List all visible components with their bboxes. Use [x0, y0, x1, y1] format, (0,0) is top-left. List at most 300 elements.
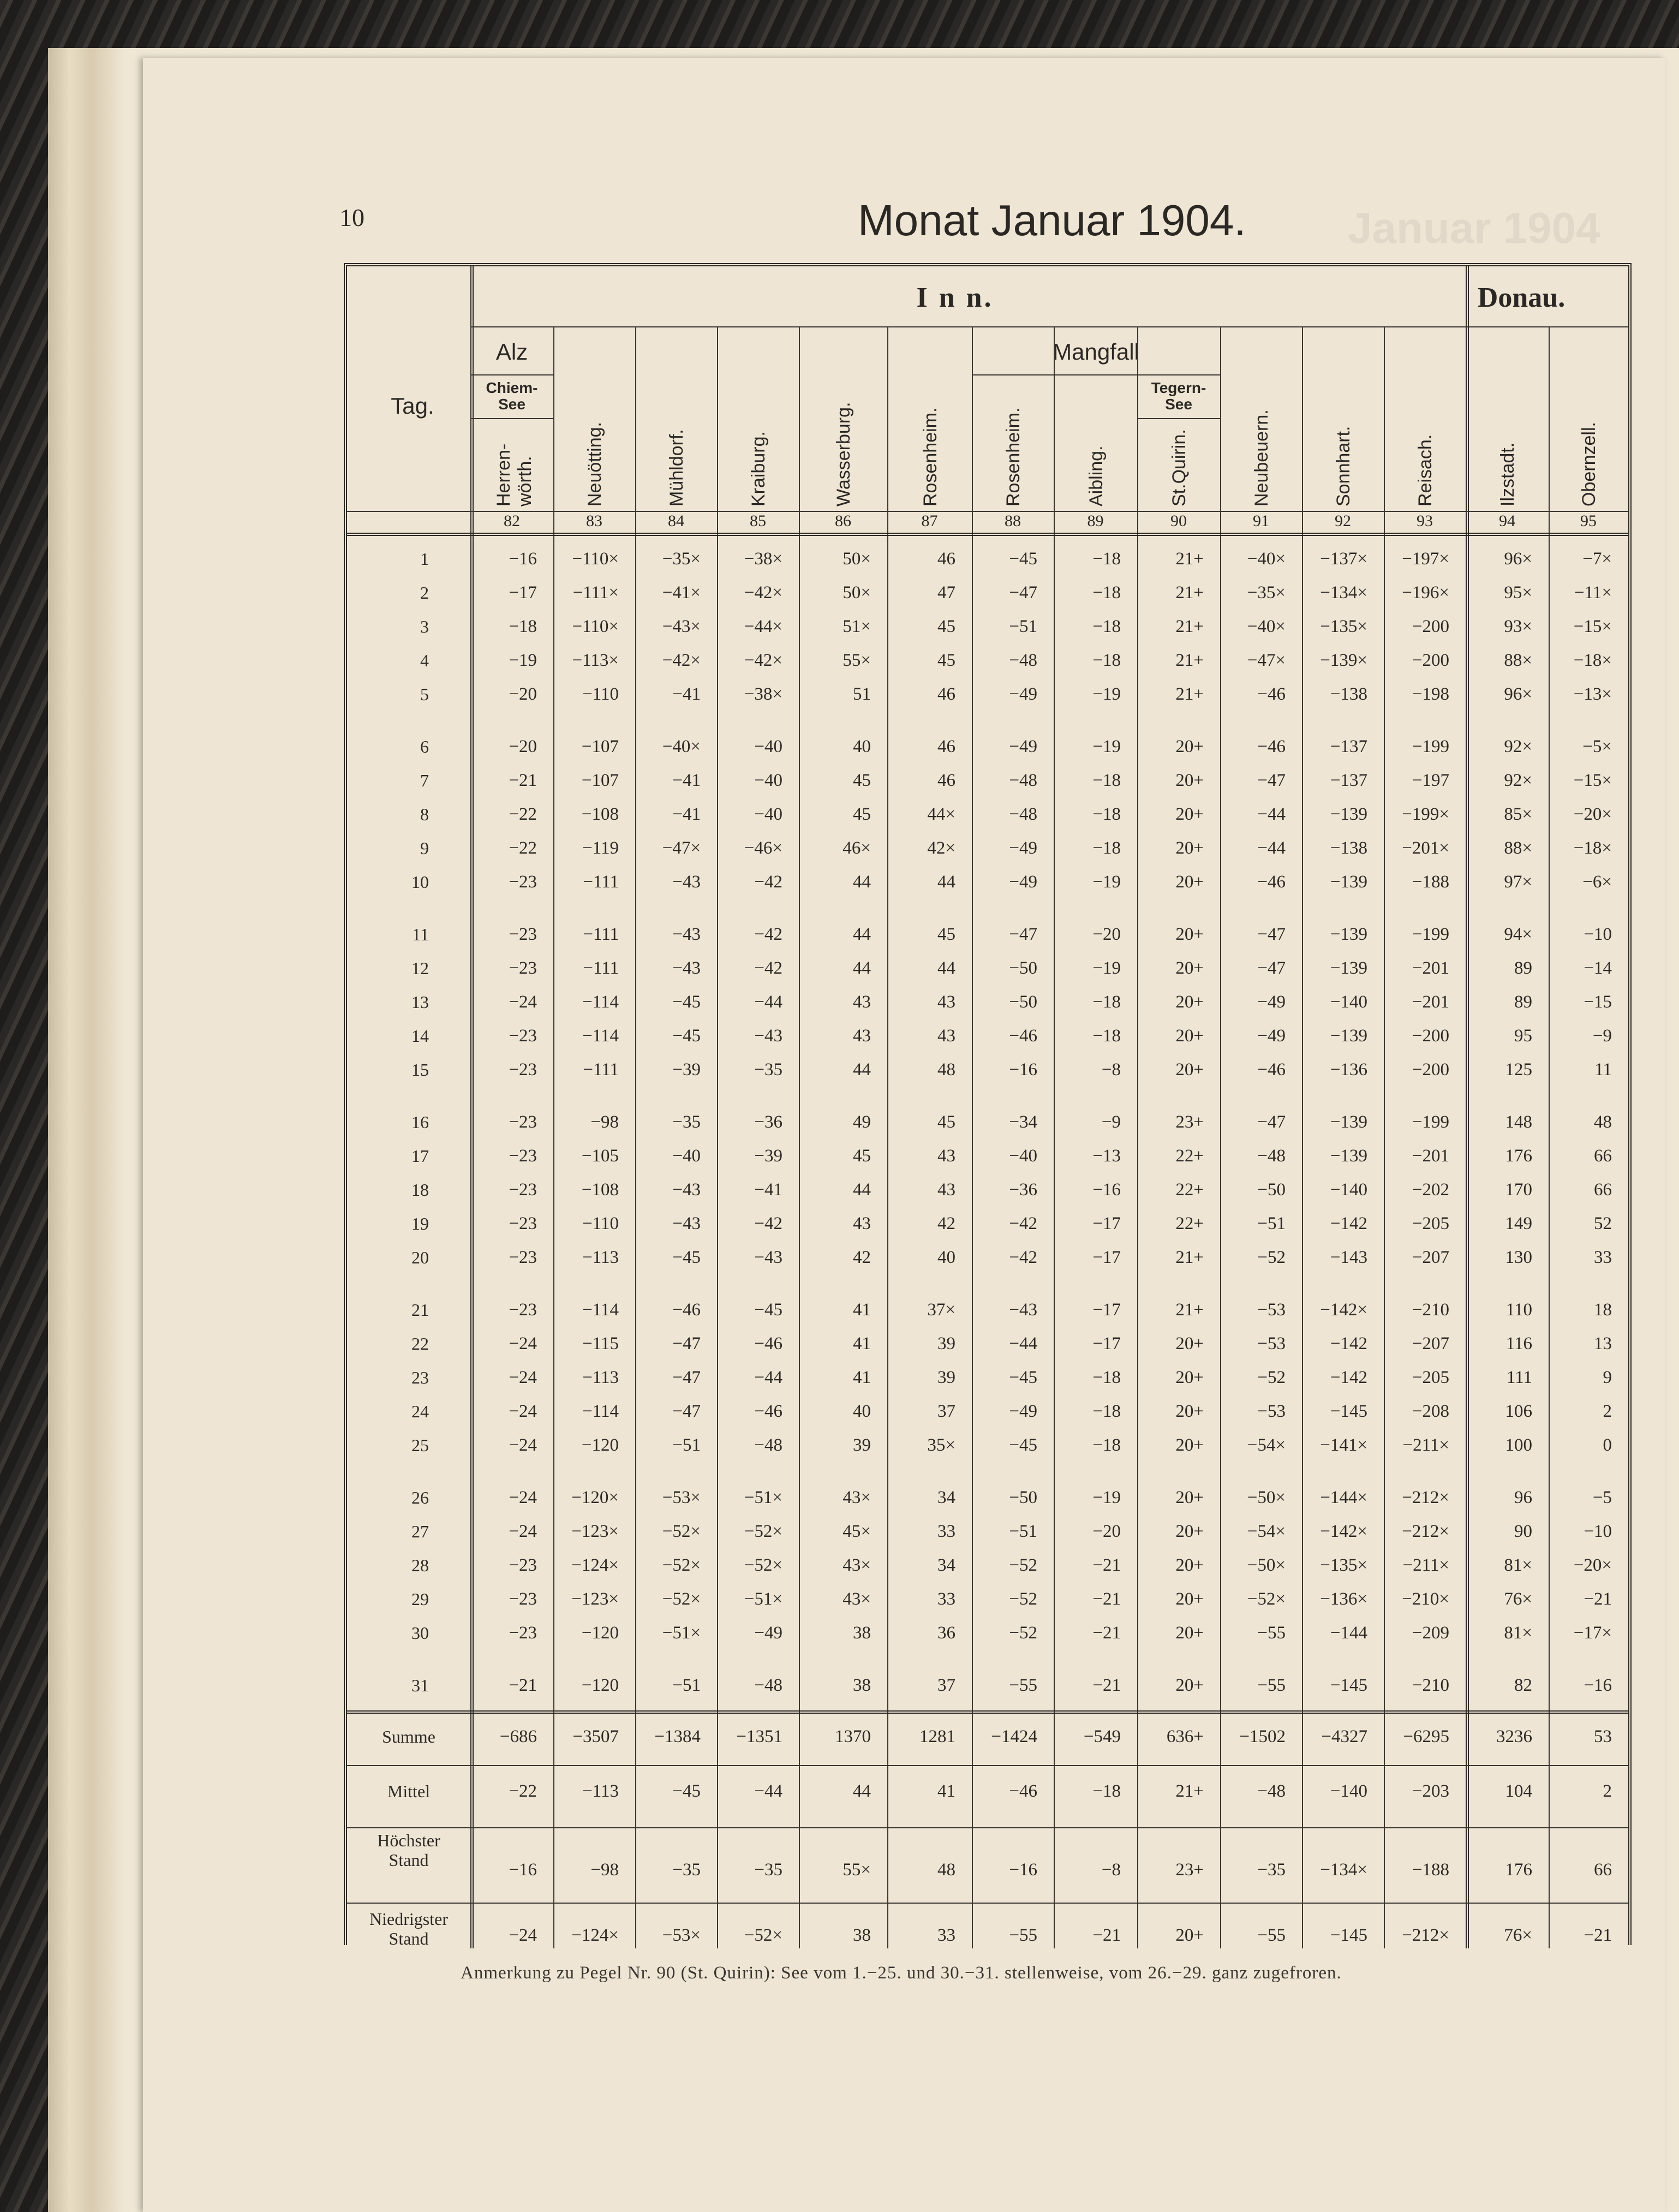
- station-name: Neuötting.: [584, 422, 605, 506]
- table-cell: −48: [1257, 1146, 1286, 1166]
- day-number: 22: [411, 1334, 429, 1354]
- table-cell: −10: [1584, 925, 1612, 944]
- day-number: 4: [420, 651, 429, 670]
- table-cell: 45: [937, 1112, 955, 1132]
- table-cell: −47: [1257, 1112, 1286, 1132]
- page-title: Monat Januar 1904.: [858, 196, 1246, 245]
- table-cell: −21: [1584, 1589, 1612, 1609]
- table-cell: −108: [581, 804, 619, 824]
- summary-cell: −98: [590, 1860, 619, 1880]
- day-number: 18: [411, 1180, 429, 1200]
- summary-label: Niedrigster Stand: [369, 1909, 448, 1948]
- table-cell: −21: [1092, 1623, 1121, 1643]
- footnote: Anmerkung zu Pegel Nr. 90 (St. Quirin): See vom 1.−25. und 30.−31. stellenweise, vom 26.−29. ganz zugefroren.: [461, 1963, 1342, 1983]
- table-cell: 43×: [843, 1488, 871, 1507]
- table-cell: −7×: [1582, 549, 1612, 569]
- table-cell: −43: [754, 1026, 782, 1046]
- table-cell: −42×: [744, 583, 782, 603]
- table-cell: −137: [1330, 737, 1367, 756]
- table-cell: −144: [1330, 1623, 1367, 1643]
- day-number: 19: [411, 1214, 429, 1233]
- table-cell: −21: [509, 771, 537, 790]
- table-cell: −207: [1412, 1334, 1449, 1354]
- table-cell: −139: [1330, 958, 1367, 978]
- summary-cell: 33: [937, 1925, 955, 1945]
- table-cell: 20+: [1175, 925, 1204, 944]
- table-cell: −23: [509, 1180, 537, 1200]
- table-cell: −47: [1009, 583, 1037, 603]
- table-cell: −42×: [744, 651, 782, 670]
- table-cell: −23: [509, 1300, 537, 1320]
- table-cell: −18: [1092, 617, 1121, 636]
- header-tag: Tag.: [391, 393, 434, 419]
- table-cell: 92×: [1504, 771, 1532, 790]
- table-cell: −42×: [662, 651, 701, 670]
- table-cell: 50×: [843, 549, 871, 569]
- table-cell: −15×: [1573, 771, 1612, 790]
- table-cell: 66: [1594, 1180, 1612, 1200]
- summary-cell: −1384: [654, 1727, 701, 1746]
- rule-line: [347, 1827, 1628, 1828]
- table-cell: −18: [509, 617, 537, 636]
- summary-label: Mittel: [387, 1781, 431, 1801]
- table-cell: 125: [1505, 1060, 1532, 1080]
- table-cell: 43: [937, 1180, 955, 1200]
- table-cell: −24: [509, 1435, 537, 1455]
- day-number: 2: [420, 583, 429, 603]
- table-cell: 21+: [1175, 617, 1204, 636]
- table-cell: −111×: [572, 583, 619, 603]
- table-cell: 48: [1594, 1112, 1612, 1132]
- table-cell: −42: [754, 925, 782, 944]
- table-cell: −23: [509, 958, 537, 978]
- table-cell: −15×: [1573, 617, 1612, 636]
- table-cell: 45: [937, 651, 955, 670]
- table-cell: −47: [672, 1368, 701, 1387]
- table-cell: 20+: [1175, 872, 1204, 892]
- table-cell: −43: [672, 1214, 701, 1233]
- table-cell: −35: [754, 1060, 782, 1080]
- table-cell: −48: [1009, 651, 1037, 670]
- rule-line: [799, 326, 800, 1948]
- table-cell: 106: [1505, 1402, 1532, 1421]
- gauge-number: 82: [504, 512, 520, 530]
- table-cell: 41: [853, 1334, 871, 1354]
- table-cell: −20: [509, 737, 537, 756]
- summary-cell: −8: [1101, 1860, 1121, 1880]
- table-cell: −208: [1412, 1402, 1449, 1421]
- table-cell: −199: [1412, 925, 1449, 944]
- table-cell: 47: [937, 583, 955, 603]
- station-name: Ilzstadt.: [1497, 442, 1518, 506]
- summary-cell: 104: [1505, 1781, 1532, 1801]
- header-chiemsee: Chiem- See: [486, 379, 538, 413]
- table-cell: 93×: [1504, 617, 1532, 636]
- day-number: 3: [420, 617, 429, 636]
- table-cell: −48: [754, 1676, 782, 1695]
- table-cell: −210: [1412, 1300, 1449, 1320]
- table-cell: −51: [1009, 1522, 1037, 1541]
- table-cell: −199: [1412, 737, 1449, 756]
- table-cell: −140: [1330, 992, 1367, 1012]
- table-cell: 170: [1505, 1180, 1532, 1200]
- rule-line: [470, 266, 474, 1948]
- gauge-number: 85: [750, 512, 766, 530]
- table-cell: −211×: [1402, 1555, 1449, 1575]
- table-cell: −17: [509, 583, 537, 603]
- table-cell: −47×: [1247, 651, 1286, 670]
- table-cell: 20+: [1175, 1555, 1204, 1575]
- table-cell: −211×: [1402, 1435, 1449, 1455]
- summary-cell: −1351: [736, 1727, 782, 1746]
- table-cell: 43×: [843, 1555, 871, 1575]
- table-cell: −212×: [1402, 1522, 1449, 1541]
- table-cell: 52: [1594, 1214, 1612, 1233]
- table-cell: −139: [1330, 872, 1367, 892]
- table-cell: −17: [1092, 1214, 1121, 1233]
- table-cell: 97×: [1504, 872, 1532, 892]
- table-cell: −46: [1257, 872, 1286, 892]
- table-cell: 20+: [1175, 1334, 1204, 1354]
- summary-cell: −21: [1092, 1925, 1121, 1945]
- rule-line: [470, 326, 1628, 327]
- summary-cell: −549: [1083, 1727, 1121, 1746]
- table-cell: −115: [582, 1334, 619, 1354]
- table-cell: 42: [853, 1248, 871, 1267]
- rule-line: [1466, 266, 1469, 1948]
- summary-cell: −686: [499, 1727, 537, 1746]
- table-cell: 37×: [927, 1300, 955, 1320]
- table-cell: −19: [1092, 1488, 1121, 1507]
- table-cell: −51×: [744, 1589, 782, 1609]
- rule-line: [1549, 326, 1550, 1948]
- summary-cell: −16: [1009, 1860, 1037, 1880]
- table-cell: −210×: [1402, 1589, 1449, 1609]
- table-cell: −21: [509, 1676, 537, 1695]
- day-number: 20: [411, 1248, 429, 1267]
- rule-line: [635, 326, 636, 1948]
- table-cell: 45: [853, 804, 871, 824]
- table-cell: 40: [853, 737, 871, 756]
- table-cell: −45: [1009, 549, 1037, 569]
- table-cell: −19: [1092, 684, 1121, 704]
- table-cell: −113×: [572, 651, 619, 670]
- table-cell: −20: [1092, 1522, 1121, 1541]
- table-cell: −141×: [1320, 1435, 1367, 1455]
- day-number: 31: [411, 1676, 429, 1695]
- table-cell: 20+: [1175, 804, 1204, 824]
- day-number: 10: [411, 872, 429, 892]
- table-cell: −18: [1092, 651, 1121, 670]
- day-number: 24: [411, 1402, 429, 1421]
- table-cell: −46: [754, 1334, 782, 1354]
- table-cell: 20+: [1175, 1676, 1204, 1695]
- table-cell: 40: [853, 1402, 871, 1421]
- header-alz: Alz: [495, 339, 528, 365]
- table-cell: −38×: [744, 549, 782, 569]
- table-cell: −114: [582, 1402, 619, 1421]
- summary-cell: −52×: [744, 1925, 782, 1945]
- day-number: 6: [420, 737, 429, 756]
- table-cell: −17: [1092, 1248, 1121, 1267]
- table-cell: −18: [1092, 1026, 1121, 1046]
- table-cell: −9: [1101, 1112, 1121, 1132]
- table-cell: 39: [937, 1334, 955, 1354]
- table-cell: −16: [1584, 1676, 1612, 1695]
- summary-cell: −35: [672, 1860, 701, 1880]
- table-cell: 176: [1505, 1146, 1532, 1166]
- table-cell: −49: [1009, 838, 1037, 858]
- table-cell: −52×: [744, 1522, 782, 1541]
- table-cell: −14: [1584, 958, 1612, 978]
- summary-cell: −35: [754, 1860, 782, 1880]
- table-cell: −138: [1330, 838, 1367, 858]
- summary-cell: −140: [1330, 1781, 1367, 1801]
- summary-cell: 48: [937, 1860, 955, 1880]
- table-cell: −42: [1009, 1248, 1037, 1267]
- day-number: 23: [411, 1368, 429, 1387]
- table-cell: 43: [853, 1026, 871, 1046]
- table-cell: −55: [1257, 1676, 1286, 1695]
- table-cell: −50: [1009, 992, 1037, 1012]
- table-cell: −48: [754, 1435, 782, 1455]
- table-cell: −46×: [744, 838, 782, 858]
- table-cell: 37: [937, 1402, 955, 1421]
- table-cell: −135×: [1320, 617, 1367, 636]
- table-cell: 46: [937, 771, 955, 790]
- table-cell: −50×: [1247, 1555, 1286, 1575]
- summary-cell: 23+: [1175, 1860, 1204, 1880]
- rule-line: [470, 418, 553, 419]
- table-cell: −51: [672, 1435, 701, 1455]
- table-cell: −20: [509, 684, 537, 704]
- table-cell: −139×: [1320, 651, 1367, 670]
- table-cell: −108: [581, 1180, 619, 1200]
- table-cell: −52×: [1247, 1589, 1286, 1609]
- table-cell: −41: [672, 771, 701, 790]
- table-cell: −5: [1592, 1488, 1612, 1507]
- station-name: Rosenheim.: [919, 407, 941, 506]
- table-cell: −124×: [571, 1555, 619, 1575]
- table-cell: −107: [581, 737, 619, 756]
- summary-cell: −203: [1412, 1781, 1449, 1801]
- table-cell: −19: [1092, 958, 1121, 978]
- table-cell: 20+: [1175, 1368, 1204, 1387]
- gauge-number: 89: [1087, 512, 1104, 530]
- table-cell: −18: [1092, 804, 1121, 824]
- table-cell: −39: [672, 1060, 701, 1080]
- table-cell: 44×: [927, 804, 955, 824]
- table-cell: 37: [937, 1676, 955, 1695]
- table-cell: 85×: [1504, 804, 1532, 824]
- day-number: 21: [411, 1300, 429, 1320]
- table-cell: −52×: [662, 1589, 701, 1609]
- day-number: 7: [420, 771, 429, 790]
- table-cell: 13: [1594, 1334, 1612, 1354]
- summary-cell: −113: [582, 1781, 619, 1801]
- table-cell: −23: [509, 1589, 537, 1609]
- table-cell: −40: [754, 804, 782, 824]
- summary-label: Summe: [382, 1727, 435, 1746]
- table-cell: 44: [853, 925, 871, 944]
- table-cell: 22+: [1175, 1214, 1204, 1233]
- table-cell: −51: [1257, 1214, 1286, 1233]
- table-cell: 50×: [843, 583, 871, 603]
- table-cell: −134×: [1320, 583, 1367, 603]
- table-cell: −45: [672, 1026, 701, 1046]
- table-cell: 20+: [1175, 1060, 1204, 1080]
- table-cell: −41: [672, 804, 701, 824]
- table-cell: −38×: [744, 684, 782, 704]
- table-cell: 96×: [1504, 549, 1532, 569]
- table-cell: 45×: [843, 1522, 871, 1541]
- table-cell: −23: [509, 925, 537, 944]
- table-cell: 89: [1514, 992, 1532, 1012]
- table-cell: −48: [1009, 804, 1037, 824]
- table-cell: 34: [937, 1555, 955, 1575]
- table-cell: −48: [1009, 771, 1037, 790]
- day-number: 30: [411, 1623, 429, 1643]
- table-cell: −111: [583, 1060, 619, 1080]
- rule-line: [717, 326, 718, 1948]
- station-name: St.Quirin.: [1169, 429, 1190, 506]
- table-cell: −49: [754, 1623, 782, 1643]
- table-cell: −18: [1092, 1435, 1121, 1455]
- table-cell: 49: [853, 1112, 871, 1132]
- table-cell: 45: [937, 617, 955, 636]
- table-cell: 44: [937, 958, 955, 978]
- table-cell: −50×: [1247, 1488, 1286, 1507]
- summary-cell: 66: [1594, 1860, 1612, 1880]
- table-cell: −205: [1412, 1368, 1449, 1387]
- table-cell: −52: [1257, 1368, 1286, 1387]
- table-cell: −13×: [1573, 684, 1612, 704]
- summary-cell: 55×: [843, 1860, 871, 1880]
- table-cell: −10: [1584, 1522, 1612, 1541]
- table-cell: −22: [509, 804, 537, 824]
- table-cell: −45: [672, 992, 701, 1012]
- table-cell: −142: [1330, 1214, 1367, 1233]
- table-cell: −50: [1009, 1488, 1037, 1507]
- table-cell: −15: [1584, 992, 1612, 1012]
- summary-cell: −6295: [1403, 1727, 1449, 1746]
- table-cell: −197: [1412, 771, 1449, 790]
- table-cell: −53: [1257, 1300, 1286, 1320]
- summary-cell: −44: [754, 1781, 782, 1801]
- table-cell: 22+: [1175, 1146, 1204, 1166]
- rule-line: [470, 374, 553, 375]
- table-cell: 20+: [1175, 771, 1204, 790]
- table-cell: −201: [1412, 1146, 1449, 1166]
- table-cell: 20+: [1175, 1435, 1204, 1455]
- day-number: 27: [411, 1522, 429, 1541]
- table-cell: −53: [1257, 1402, 1286, 1421]
- summary-cell: 53: [1594, 1727, 1612, 1746]
- table-cell: −114: [582, 1026, 619, 1046]
- table-cell: 43: [937, 992, 955, 1012]
- table-cell: 20+: [1175, 1522, 1204, 1541]
- table-cell: 43×: [843, 1589, 871, 1609]
- table-cell: −16: [1009, 1060, 1037, 1080]
- table-cell: −6×: [1582, 872, 1612, 892]
- table-cell: −16: [1092, 1180, 1121, 1200]
- table-cell: 55×: [843, 651, 871, 670]
- table-cell: −113: [582, 1248, 619, 1267]
- table-cell: 9: [1603, 1368, 1612, 1387]
- table-cell: −51: [1009, 617, 1037, 636]
- table-cell: 100: [1505, 1435, 1532, 1455]
- header-mangfall: Mangfall: [1053, 339, 1139, 365]
- summary-cell: −55: [1257, 1925, 1286, 1945]
- table-cell: −120: [581, 1623, 619, 1643]
- table-cell: −23: [509, 1026, 537, 1046]
- table-cell: −17: [1092, 1334, 1121, 1354]
- table-cell: −17: [1092, 1300, 1121, 1320]
- table-cell: 21+: [1175, 651, 1204, 670]
- table-cell: −111: [583, 958, 619, 978]
- header-inn: I n n.: [916, 282, 994, 313]
- table-cell: −136: [1330, 1060, 1367, 1080]
- summary-cell: 1370: [835, 1727, 871, 1746]
- table-cell: −52×: [744, 1555, 782, 1575]
- bleed-through-text: Januar 1904: [1348, 204, 1600, 252]
- table-cell: 33: [1594, 1248, 1612, 1267]
- table-cell: 38: [853, 1623, 871, 1643]
- table-cell: 90: [1514, 1522, 1532, 1541]
- table-cell: 21+: [1175, 1300, 1204, 1320]
- summary-cell: −35: [1257, 1860, 1286, 1880]
- table-cell: −20×: [1573, 804, 1612, 824]
- table-cell: −50: [1009, 958, 1037, 978]
- table-cell: 96: [1514, 1488, 1532, 1507]
- summary-cell: −53×: [662, 1925, 701, 1945]
- table-cell: −212×: [1402, 1488, 1449, 1507]
- table-cell: 82: [1514, 1676, 1532, 1695]
- rule-line: [347, 533, 1628, 536]
- table-cell: −36: [1009, 1180, 1037, 1200]
- table-cell: −35×: [1247, 583, 1286, 603]
- table-cell: −34: [1009, 1112, 1037, 1132]
- table-cell: −40: [672, 1146, 701, 1166]
- table-cell: 95×: [1504, 583, 1532, 603]
- summary-cell: −46: [1009, 1781, 1037, 1801]
- table-cell: −51×: [744, 1488, 782, 1507]
- table-cell: −19: [509, 651, 537, 670]
- table-cell: −18: [1092, 771, 1121, 790]
- table-cell: −44×: [744, 617, 782, 636]
- table-cell: 149: [1505, 1214, 1532, 1233]
- table-cell: −44: [1257, 838, 1286, 858]
- table-cell: −197×: [1402, 549, 1449, 569]
- table-cell: −42: [754, 958, 782, 978]
- gauge-number: 87: [921, 512, 938, 530]
- table-cell: 116: [1505, 1334, 1532, 1354]
- table-cell: −110×: [572, 549, 619, 569]
- table-cell: 44: [853, 872, 871, 892]
- table-cell: −18: [1092, 1402, 1121, 1421]
- rule-line: [347, 1710, 1628, 1714]
- summary-cell: −188: [1412, 1860, 1449, 1880]
- table-cell: −9: [1592, 1026, 1612, 1046]
- gauge-number: 86: [835, 512, 851, 530]
- summary-cell: −24: [509, 1925, 537, 1945]
- table-cell: 45: [937, 925, 955, 944]
- table-cell: −18: [1092, 992, 1121, 1012]
- summary-cell: −1502: [1239, 1727, 1286, 1746]
- table-cell: −52: [1009, 1623, 1037, 1643]
- day-number: 9: [420, 838, 429, 858]
- table-cell: −23: [509, 1555, 537, 1575]
